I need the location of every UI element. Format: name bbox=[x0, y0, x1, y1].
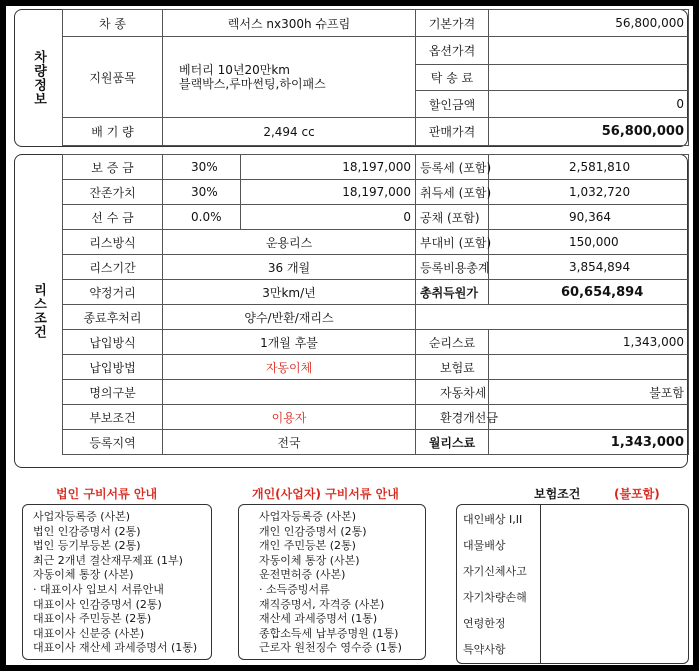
option-price-value bbox=[489, 37, 689, 65]
registration-tax-value: 2,581,810 bbox=[489, 155, 689, 180]
insurance-conditions-box bbox=[456, 504, 689, 664]
vehicle-info-label-cell bbox=[15, 10, 62, 146]
lease-method-label: 리스방식 bbox=[63, 230, 163, 255]
list-item: 사업자등록증 (사본) bbox=[259, 510, 357, 523]
list-item: · 소득증빙서류 bbox=[259, 582, 330, 596]
insurance-item: 연령한정 bbox=[463, 617, 506, 630]
individual-docs-title: 개인(사업자) 구비서류 안내 bbox=[252, 487, 399, 501]
discount-label: 할인금액 bbox=[416, 91, 489, 118]
registration-tax-label: 등록세 (포함) bbox=[416, 155, 489, 180]
monthly-lease-fee-value: 1,343,000 bbox=[489, 430, 689, 455]
list-item: 자동이체 통장 (사본) bbox=[33, 568, 134, 582]
payment-method-label: 납입방법 bbox=[63, 355, 163, 380]
net-lease-fee-label: 순리스료 bbox=[416, 330, 489, 355]
acquisition-tax-value: 1,032,720 bbox=[489, 180, 689, 205]
acquisition-total-label: 총취득원가 bbox=[416, 280, 489, 305]
list-item: 대표이사 신분증 (사본) bbox=[33, 626, 145, 640]
env-charge-value bbox=[489, 405, 689, 430]
list-item: 자동이체 통장 (사본) bbox=[259, 553, 360, 567]
lease-quote-page bbox=[6, 6, 693, 665]
env-charge-label: 환경개선금 bbox=[416, 405, 489, 430]
empty-cell bbox=[416, 305, 689, 330]
deposit-label: 보 증 금 bbox=[63, 155, 163, 180]
delivery-fee-value bbox=[489, 65, 689, 91]
payment-type-label: 납입방식 bbox=[63, 330, 163, 355]
list-item: 개인 인감증명서 (2통) bbox=[259, 524, 367, 538]
lease-conditions-section bbox=[14, 154, 688, 468]
public-bond-label: 공채 (포함) bbox=[416, 205, 489, 230]
public-bond-value: 90,364 bbox=[489, 205, 689, 230]
lease-conditions-label-cell bbox=[15, 155, 62, 467]
title-type-value bbox=[163, 380, 416, 405]
deposit-amount: 18,197,000 bbox=[241, 155, 416, 180]
insurance-item: 대물배상 bbox=[463, 539, 506, 552]
insurance-fee-value bbox=[489, 355, 689, 380]
lease-conditions-table bbox=[62, 154, 689, 455]
list-item: 사업자등록증 (사본) bbox=[33, 510, 131, 523]
list-item: 법인 등기부등본 (2통) bbox=[33, 539, 141, 553]
lease-conditions-label: 리스조건 bbox=[31, 283, 46, 339]
corporate-docs-list bbox=[22, 504, 212, 660]
delivery-fee-label: 탁 송 료 bbox=[416, 65, 489, 91]
registration-region-value: 전국 bbox=[163, 430, 416, 455]
support-items bbox=[163, 37, 416, 118]
list-item: 개인 주민등본 (2통) bbox=[259, 539, 356, 553]
list-item: 재직증명서, 자격증 (사본) bbox=[259, 597, 385, 611]
payment-type-value: 1개월 후불 bbox=[163, 330, 416, 355]
coverage-condition-label: 부보조건 bbox=[63, 405, 163, 430]
list-item: 최근 2개년 결산재무제표 (1부) bbox=[33, 553, 183, 567]
displacement-label: 배 기 량 bbox=[63, 118, 163, 146]
end-processing-label: 종료후처리 bbox=[63, 305, 163, 330]
registration-region-label: 등록지역 bbox=[63, 430, 163, 455]
vehicle-info-table bbox=[62, 9, 689, 146]
acquisition-tax-label: 취득세 (포함) bbox=[416, 180, 489, 205]
net-lease-fee-value: 1,343,000 bbox=[489, 330, 689, 355]
list-item: 법인 인감증명서 (2통) bbox=[33, 524, 141, 538]
lease-method-value: 운용리스 bbox=[163, 230, 416, 255]
base-price-label: 기본가격 bbox=[416, 10, 489, 37]
deposit-percent: 30% bbox=[163, 155, 241, 180]
list-item: 근로자 원천징수 영수증 (1통) bbox=[259, 641, 402, 655]
contract-distance-value: 3만km/년 bbox=[163, 280, 416, 305]
residual-value-label: 잔존가치 bbox=[63, 180, 163, 205]
payment-method-value: 자동이체 bbox=[163, 355, 416, 380]
residual-value-percent: 30% bbox=[163, 180, 241, 205]
title-type-label: 명의구분 bbox=[63, 380, 163, 405]
acquisition-total-value: 60,654,894 bbox=[489, 280, 689, 305]
discount-value: 0 bbox=[489, 91, 689, 118]
contract-distance-label: 약정거리 bbox=[63, 280, 163, 305]
list-item: · 대표이사 입보시 서류안내 bbox=[33, 582, 164, 596]
registration-total-label: 등록비용총계 bbox=[416, 255, 489, 280]
insurance-title: 보험조건 bbox=[534, 487, 581, 501]
corporate-docs-title: 법인 구비서류 안내 bbox=[56, 487, 158, 501]
model-label: 차 종 bbox=[63, 10, 163, 37]
list-item: 대표이사 인감증명서 (2통) bbox=[33, 597, 162, 611]
support-item: 베터리 10년20만km bbox=[179, 63, 290, 77]
residual-value-amount: 18,197,000 bbox=[241, 180, 416, 205]
insurance-item: 자기차량손해 bbox=[463, 591, 527, 604]
advance-payment-label: 선 수 금 bbox=[63, 205, 163, 230]
support-label: 지원품목 bbox=[63, 37, 163, 118]
support-item: 블랙박스,루마썬팅,하이패스 bbox=[179, 77, 326, 91]
list-item: 대표이사 재산세 과세증명서 (1통) bbox=[33, 641, 198, 655]
insurance-item: 특약사항 bbox=[463, 643, 506, 656]
sale-price-label: 판매가격 bbox=[416, 118, 489, 146]
coverage-condition-value: 이용자 bbox=[163, 405, 416, 430]
model-value: 렉서스 nx300h 슈프림 bbox=[163, 10, 416, 37]
car-tax-value: 불포함 bbox=[489, 380, 689, 405]
monthly-lease-fee-label: 월리스료 bbox=[416, 430, 489, 455]
end-processing-value: 양수/반환/재리스 bbox=[163, 305, 416, 330]
misc-cost-value: 150,000 bbox=[489, 230, 689, 255]
insurance-item: 자기신체사고 bbox=[463, 565, 527, 578]
list-item: 대표이사 주민등본 (2통) bbox=[33, 612, 152, 626]
insurance-divider bbox=[540, 505, 541, 663]
car-tax-label: 자동차세 bbox=[416, 380, 489, 405]
insurance-note: (불포함) bbox=[614, 487, 660, 501]
vehicle-info-label: 차량정보 bbox=[31, 50, 46, 106]
option-price-label: 옵션가격 bbox=[416, 37, 489, 65]
lease-period-value: 36 개월 bbox=[163, 255, 416, 280]
list-item: 종합소득세 납부증명원 (1통) bbox=[259, 626, 399, 640]
insurance-fee-label: 보험료 bbox=[416, 355, 489, 380]
sale-price-value: 56,800,000 bbox=[489, 118, 689, 146]
advance-payment-percent: 0.0% bbox=[163, 205, 241, 230]
insurance-item: 대인배상 I,II bbox=[463, 513, 523, 526]
misc-cost-label: 부대비 (포함) bbox=[416, 230, 489, 255]
registration-total-value: 3,854,894 bbox=[489, 255, 689, 280]
vehicle-info-section bbox=[14, 9, 688, 147]
base-price-value: 56,800,000 bbox=[489, 10, 689, 37]
list-item: 운전면허증 (사본) bbox=[259, 568, 346, 582]
individual-docs-list bbox=[238, 504, 426, 660]
displacement-value: 2,494 cc bbox=[163, 118, 416, 146]
list-item: 재산세 과세증명서 (1통) bbox=[259, 612, 378, 626]
lease-period-label: 리스기간 bbox=[63, 255, 163, 280]
advance-payment-amount: 0 bbox=[241, 205, 416, 230]
